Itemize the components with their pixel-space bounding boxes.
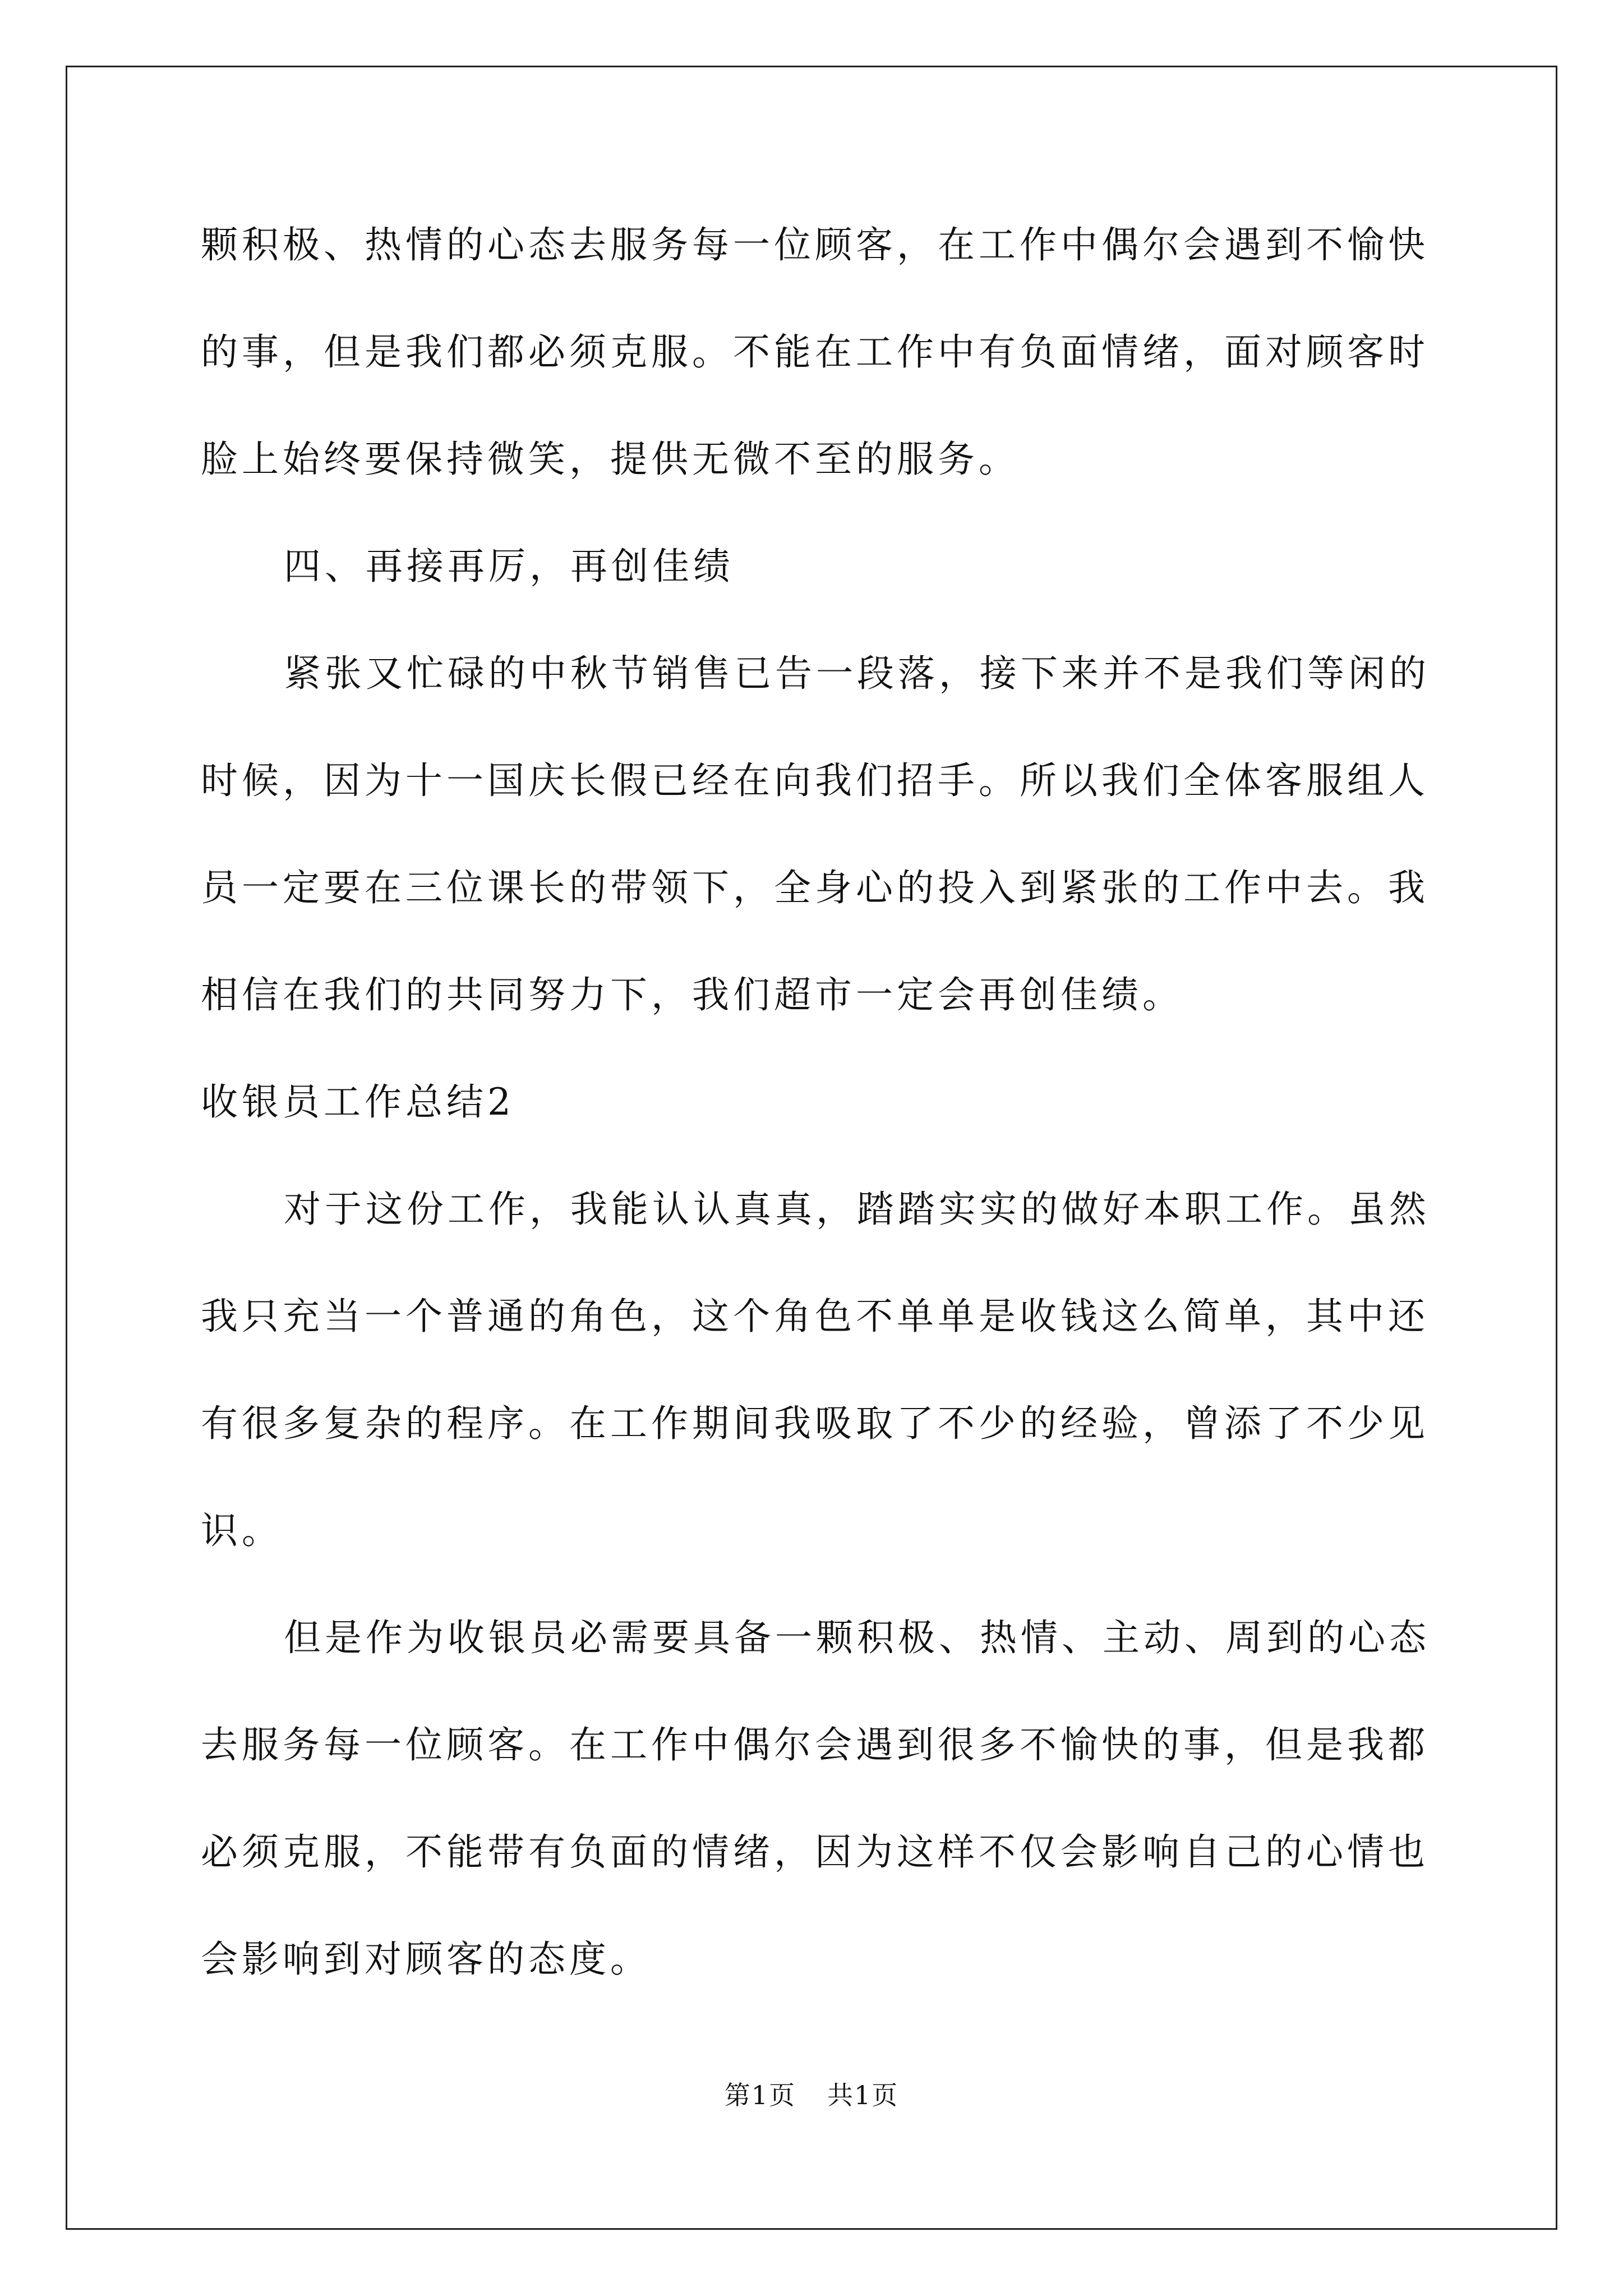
page-footer: [0, 2078, 1623, 2112]
text-line: 但是作为收银员必需要具备一颗积极、热情、主动、周到的心态: [284, 1616, 1430, 1659]
text-line: 必须克服，不能带有负面的情绪，因为这样不仅会影响自己的心情也: [201, 1830, 1429, 1874]
text-line: 时候，因为十一国庆长假已经在向我们招手。所以我们全体客服组人: [201, 759, 1429, 802]
document-title: 收银员工作总结2: [201, 1080, 515, 1124]
text-line: 我只充当一个普通的角色，这个角色不单单是收钱这么简单，其中还: [201, 1295, 1429, 1338]
text-line: 的事，但是我们都必须克服。不能在工作中有负面情绪，面对顾客时: [201, 330, 1429, 374]
text-line: 员一定要在三位课长的带领下，全身心的投入到紧张的工作中去。我: [201, 866, 1429, 909]
text-line: 去服务每一位顾客。在工作中偶尔会遇到很多不愉快的事，但是我都: [201, 1723, 1429, 1766]
text-line: 会影响到对顾客的态度。: [201, 1938, 651, 1981]
text-line: 识。: [201, 1509, 283, 1552]
page-total: 共1页: [827, 2080, 899, 2110]
text-line: 对于这份工作，我能认认真真，踏踏实实的做好本职工作。虽然: [284, 1188, 1430, 1231]
section-heading: 四、再接再厉，再创佳绩: [284, 545, 734, 588]
document-body: [201, 214, 1435, 2036]
text-line: 紧张又忙碌的中秋节销售已告一段落，接下来并不是我们等闲的: [284, 652, 1430, 695]
page-number: 第1页: [724, 2080, 796, 2110]
text-line: 颗积极、热情的心态去服务每一位顾客，在工作中偶尔会遇到不愉快: [201, 223, 1429, 266]
text-line: 相信在我们的共同努力下，我们超市一定会再创佳绩。: [201, 973, 1183, 1016]
text-line: 有很多复杂的程序。在工作期间我吸取了不少的经验，曾添了不少见: [201, 1402, 1429, 1445]
text-line: 脸上始终要保持微笑，提供无微不至的服务。: [201, 438, 1020, 481]
